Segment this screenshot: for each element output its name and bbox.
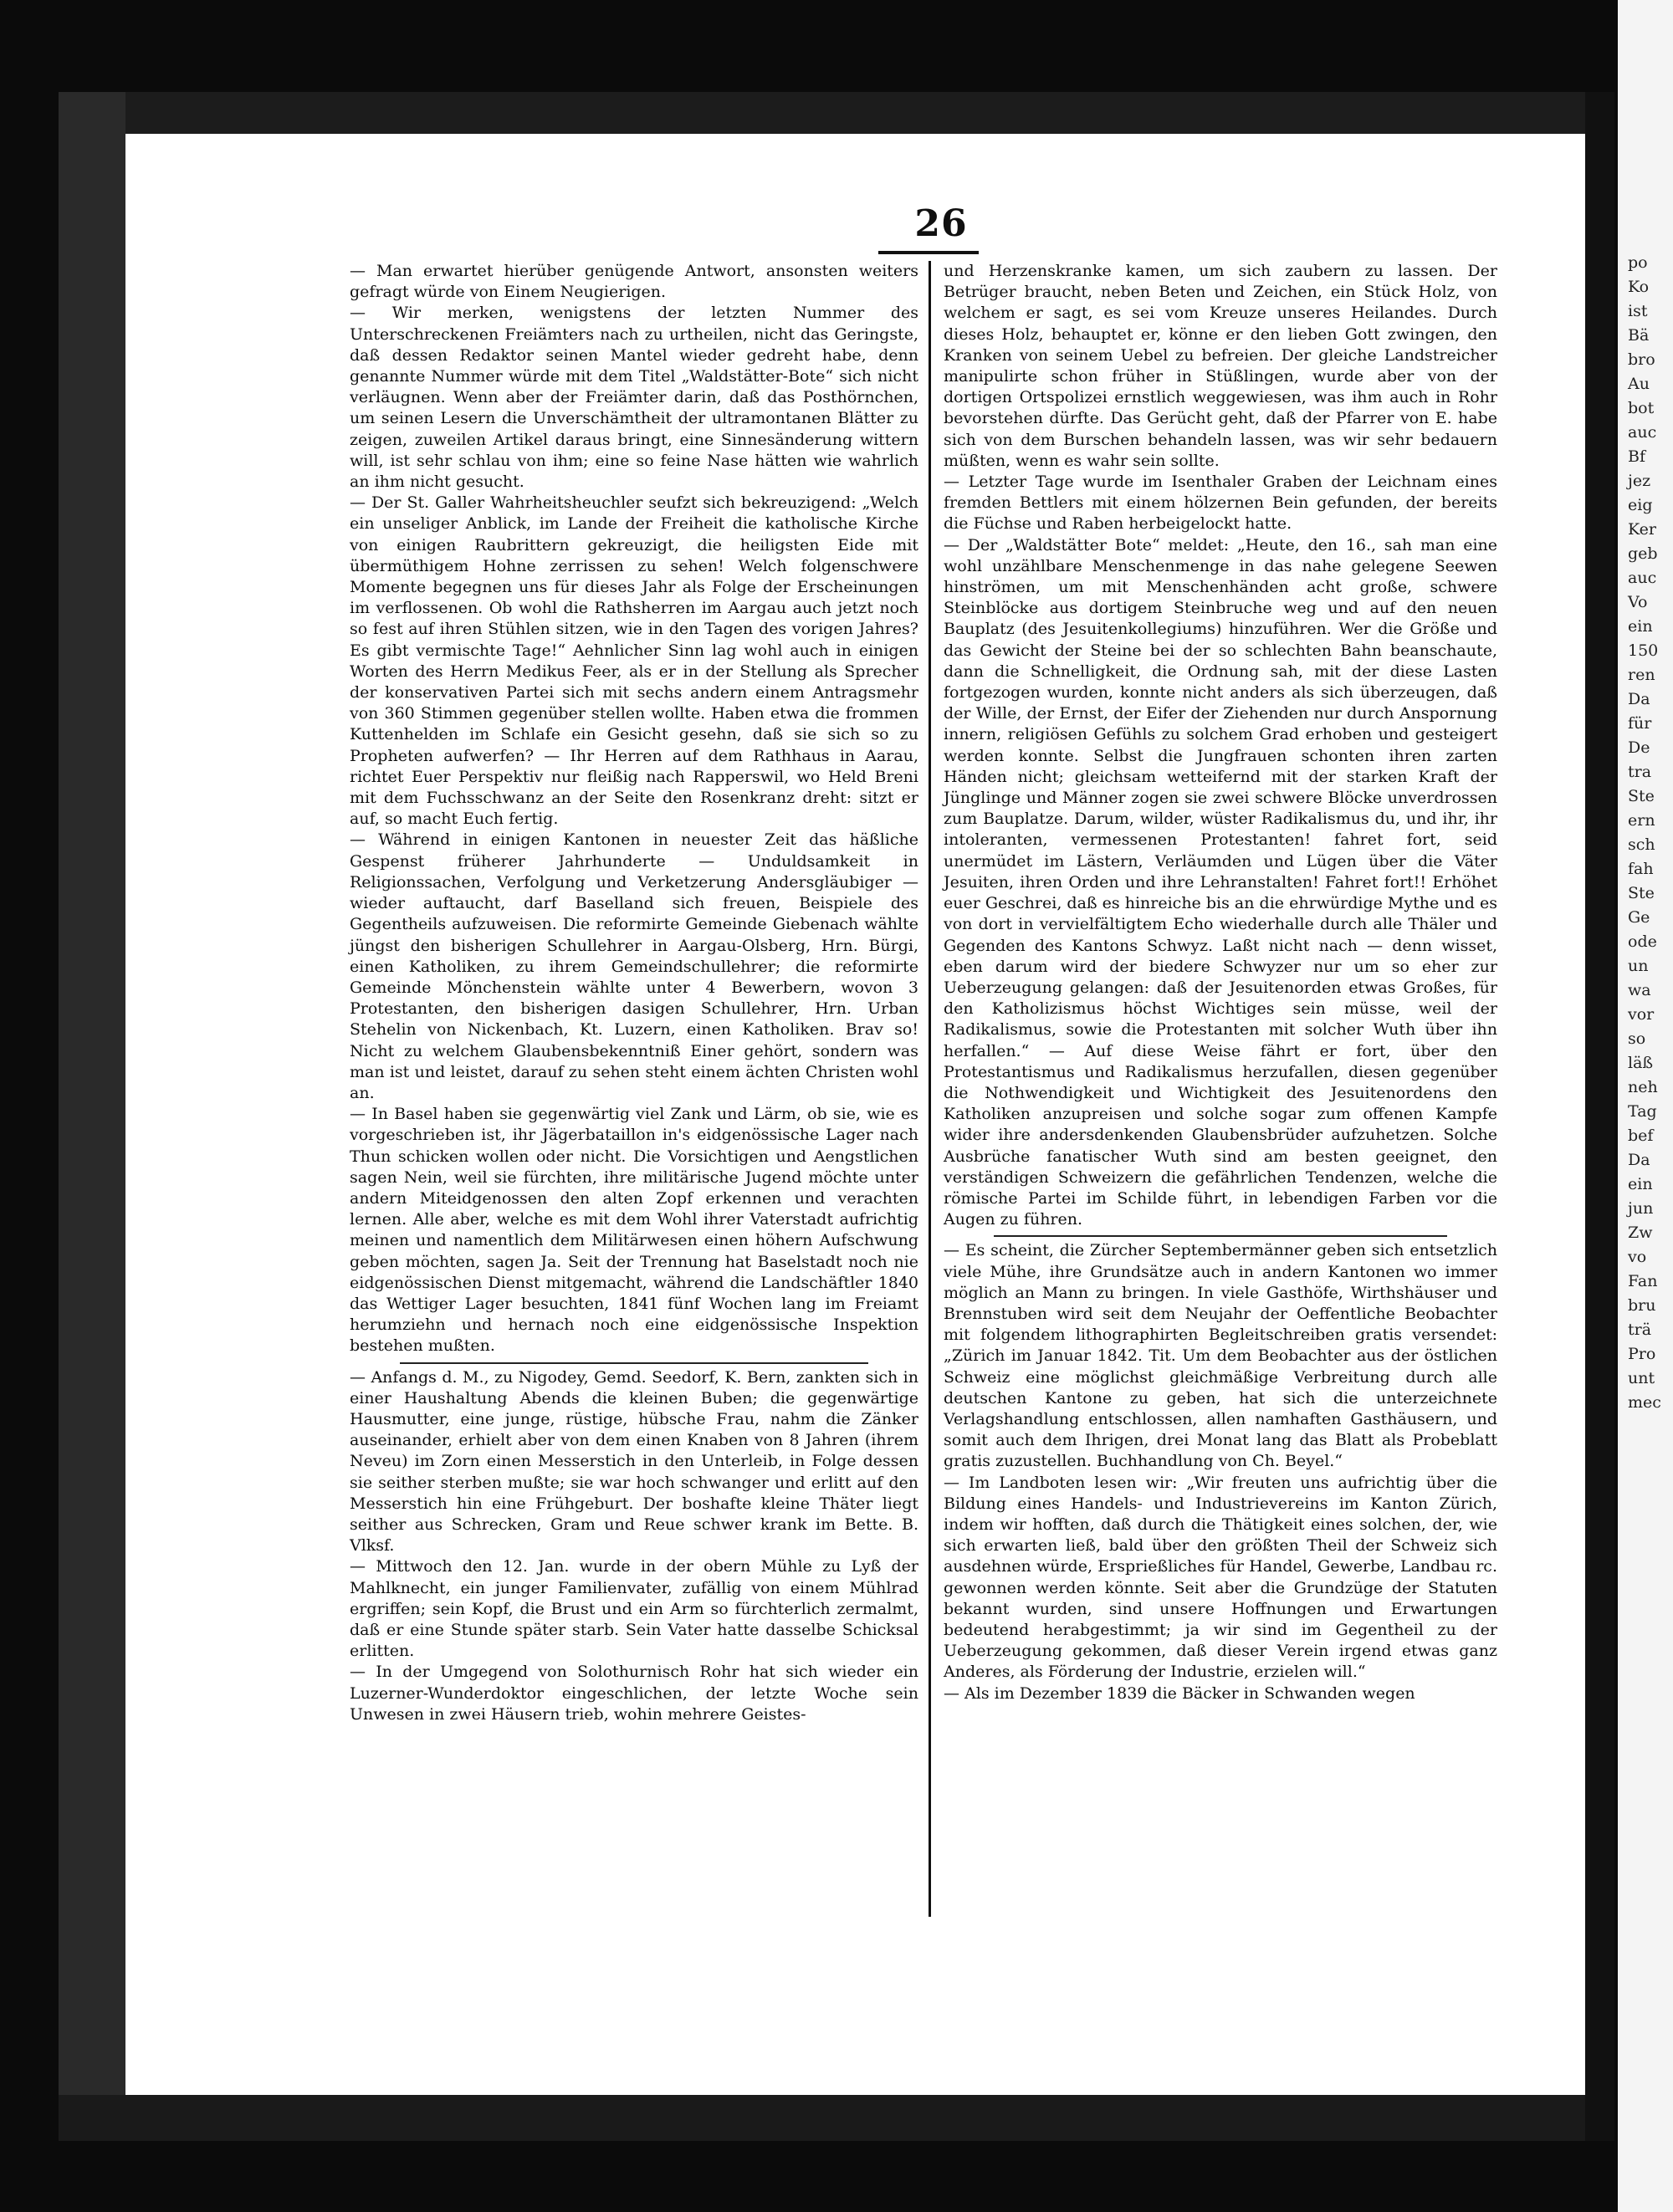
scan-shadow-top (59, 92, 1614, 134)
edge-text-fragment: jez (1628, 472, 1651, 490)
edge-text-fragment: Bf (1628, 447, 1645, 466)
edge-text-fragment: auc (1628, 569, 1657, 587)
edge-text-fragment: so (1628, 1029, 1646, 1048)
article-paragraph: und Herzenskranke kamen, um sich zaubern zu lassen. Der Betrüger braucht, neben Beten und Zeichen, ein Stück Holz, von welchem er sagt, es sei vom Kreuze unseres Heilandes. Durch dieses Holz, behauptet er, könne er den lieben Gott zwingen, den Kranken von seinem Uebel zu befreien. Der gleiche Landstreicher manipulirte schon früher in Stüßlingen, wurde aber von der dortigen Ortspolizei ernstlich weggewiesen, was ihm auch in Rohr bevorstehen dürfte. Das Gerücht geht, daß der Pfarrer von E. habe sich von dem Burschen behandeln lassen, was wir sehr bedauern müßten, wenn es wahr sein sollte. (944, 262, 1497, 470)
article-paragraph: — Wir merken, wenigstens der letzten Nummer des Unterschreckenen Freiämters nach zu urtheilen, nicht das Geringste, daß dessen Redaktor seinen Mantel wieder gedreht habe, denn genannte Nummer würde mit dem Titel „Waldstätter-Bote“ sich nicht verläugnen. Wenn aber der Freiämter darin, daß das Posthörnchen, um seinen Lesern die Unverschämtheit der ultramontanen Blätter zu zeigen, zuweilen Artikel daraus bringt, eine Sinnesänderung wittern will, ist sehr schlau von ihm; eine so feine Nase hätten wie wahrlich an ihm nicht gesucht. (350, 304, 918, 492)
edge-text-fragment: bot (1628, 399, 1655, 417)
article-paragraph: — Anfangs d. M., zu Nigodey, Gemd. Seedorf, K. Bern, zankten sich in einer Haushaltung Abends die kleinen Buben; die gegenwärtige Hausmutter, eine junge, rüstige, hübsche Frau, nahm die Zänker auseinander, erhielt aber von dem einen Knaben von 8 Jahren (ihrem Neveu) im Zorn einen Messerstich in den Unterleib, in Folge dessen sie seither sterben mußte; sie war hoch schwanger und erlitt auf den Messerstich hin eine Frühgeburt. Der boshafte kleine Thäter liegt seither aus Schrecken, Gram und Reue schwer krank im Bette. B. Vlksf. (350, 1367, 918, 1556)
edge-text-fragment: wa (1628, 981, 1651, 999)
edge-text-fragment: vo (1628, 1248, 1647, 1266)
edge-text-fragment: eig (1628, 496, 1653, 514)
edge-text-fragment: geb (1628, 544, 1658, 563)
edge-text-fragment: De (1628, 738, 1650, 757)
edge-text-fragment: bro (1628, 350, 1655, 369)
edge-text-fragment: 150 (1628, 641, 1659, 660)
edge-text-fragment: bef (1628, 1126, 1654, 1145)
article-paragraph: — Es scheint, die Zürcher Septembermänner geben sich entsetzlich viele Mühe, ihre Grundsätze auch in andern Kantonen wo immer möglich an Mann zu bringen. In viele Gasthöfe, Wirthshäuser und Brennstuben wird seit dem Neujahr der Oeffentliche Beobachter mit folgendem lithographirten Begleitschreiben gratis versendet: „Zürich im Januar 1842. Tit. Um dem Beobachter aus der östlichen Schweiz eine möglichst gleichmäßige Verbreitung durch alle deutschen Kantone zu geben, hat sich die unterzeichnete Verlagshandlung entschlossen, allen namhaften Gasthäusern, und somit auch dem Ihrigen, drei Monat lang das Blatt als Probeblatt gratis zuzustellen. Buchhandlung von Ch. Beyel.“ (944, 1241, 1497, 1471)
edge-text-fragment: Pro (1628, 1345, 1656, 1363)
article-separator (400, 1362, 868, 1364)
edge-text-fragment: Zw (1628, 1223, 1653, 1242)
edge-text-fragment: ist (1628, 302, 1648, 320)
edge-text-fragment: ein (1628, 617, 1653, 636)
scan-shadow-bottom (59, 2095, 1614, 2141)
page-number: 26 (914, 202, 968, 245)
article-paragraph: — Der St. Galler Wahrheitsheuchler seufzt sich bekreuzigend: „Welch ein unseliger Anblick, im Lande der Freiheit die katholische Kirche von einigen Raubrittern gekreuzigt, die heiligsten Eide mit übermüthigem Hohne zerrissen zu sehen! Welch folgenschwere Momente begegnen uns für dieses Jahr als Folge der Erscheinungen im verflossenen. Ob wohl die Rathsherren im Aargau auch jetzt noch so fest auf ihren Stühlen sitzen, wie in den Tagen des vorigen Jahres? Es gibt vermischte Tage!“ Aehnlicher Sinn lag wohl auch in einigen Worten des Herrn Medikus Feer, als er in der Stellung als Sprecher der konservativen Partei sich mit sechs andern einem Antragsmehr von 360 Stimmen gegenüber stellen wollte. Haben etwa die frommen Kuttenhelden im Schlafe ein Gesicht gesehn, daß sie sich so zu Propheten aufwerfen? — Ihr Herren auf dem Rathhaus in Aarau, richtet Euer Perspektiv nur fleißig nach Rapperswil, wo Held Breni mit dem Fuchsschwanz an der Seite den Rosenkranz dreht: sitzt er auf, so macht Euch fertig. (350, 493, 918, 829)
right-column (944, 261, 1497, 1704)
edge-text-fragment: Fan (1628, 1272, 1658, 1290)
edge-text-fragment: Ste (1628, 884, 1655, 902)
edge-text-fragment: Ker (1628, 520, 1657, 539)
edge-text-fragment: Da (1628, 690, 1650, 708)
page-number-rule (878, 251, 979, 254)
edge-text-fragment: ein (1628, 1175, 1653, 1193)
edge-text-fragment: auc (1628, 423, 1657, 442)
edge-text-fragment: ode (1628, 932, 1657, 951)
edge-text-fragment: vor (1628, 1005, 1655, 1024)
article-paragraph: — Im Landboten lesen wir: „Wir freuten uns aufrichtig über die Bildung eines Handels- und Industrievereins im Kanton Zürich, indem wir hofften, daß durch die Thätigkeit eines solchen, der, wie sich erwarten ließ, bald über den größten Theil der Schweiz sich ausdehnen würde, Ersprießliches für Handel, Gewerbe, Landbau rc. gewonnen werden könnte. Seit aber die Grundzüge der Statuten bekannt wurden, sind unsere Hoffnungen und Erwartungen bedeutend herabgestimmt; ja wir sind im Gegentheil zu der Ueberzeugung gekommen, daß dieser Verein irgend etwas ganz Anderes, als Förderung der Industrie, erzielen will.“ (944, 1473, 1497, 1682)
edge-text-fragment: fah (1628, 860, 1654, 878)
edge-text-fragment: Da (1628, 1151, 1650, 1169)
article-paragraph: — In Basel haben sie gegenwärtig viel Zank und Lärm, ob sie, wie es vorgeschrieben ist, ihr Jägerbataillon in's eidgenössische Lager nach Thun schicken wollen oder nicht. Die Vorsichtigen und Aengstlichen sagen Nein, weil sie fürchten, ihre militärische Jugend möchte unter andern Miteidgenossen den alten Zopf erkennen und verachten lernen. Alle aber, welche es mit dem Wohl ihrer Vaterstadt aufrichtig meinen und namentlich dem Militärwesen einen höhern Aufschwung geben möchten, sagen Ja. Seit der Trennung hat Baselstadt noch nie eidgenössischen Dienst mitgemacht, während die Landschäftler 1840 das Wettiger Lager besuchten, 1841 fünf Wochen lang im Freiamt herumziehn und hernach noch eine eidgenössische Inspektion bestehen mußten. (350, 1105, 918, 1356)
edge-text-fragment: ern (1628, 811, 1655, 830)
article-paragraph: — Mittwoch den 12. Jan. wurde in der obern Mühle zu Lyß der Mahlknecht, ein junger Familienvater, zufällig von einem Mühlrad ergriffen; sein Kopf, die Brust und ein Arm so fürchterlich zermalmt, daß er eine Stunde später starb. Sein Vater hatte dasselbe Schicksal erlitten. (350, 1557, 918, 1661)
column-divider (929, 261, 931, 1917)
edge-text-fragment: po (1628, 253, 1648, 272)
edge-text-fragment: neh (1628, 1078, 1658, 1096)
article-paragraph: — Als im Dezember 1839 die Bäcker in Schwanden wegen (944, 1683, 1415, 1703)
edge-text-fragment: läß (1628, 1054, 1654, 1072)
adjacent-page-edge (1614, 0, 1673, 2212)
scan-border-top (0, 0, 1673, 92)
edge-text-fragment: mec (1628, 1393, 1661, 1412)
edge-text-fragment: Ge (1628, 908, 1650, 927)
edge-text-fragment: Bä (1628, 326, 1650, 345)
article-paragraph: — In der Umgegend von Solothurnisch Rohr hat sich wieder ein Luzerner-Wunderdoktor eingeschlichen, der letzte Woche sein Unwesen in zwei Häusern trieb, wohin mehrere Geistes- (350, 1663, 918, 1724)
scan-border-bottom (0, 2141, 1673, 2212)
article-paragraph: — Man erwartet hierüber genügende Antwort, ansonsten weiters gefragt würde von Einem Neugierigen. (350, 262, 918, 302)
edge-text-fragment: Au (1628, 375, 1650, 393)
edge-text-fragment: tra (1628, 763, 1652, 781)
edge-text-fragment: trä (1628, 1321, 1652, 1339)
edge-text-fragment: ren (1628, 666, 1655, 684)
scan-shadow-right (1585, 92, 1614, 2141)
edge-text-fragment: für (1628, 714, 1652, 733)
edge-text-fragment: bru (1628, 1296, 1656, 1315)
edge-text-fragment: jun (1628, 1199, 1654, 1218)
edge-text-fragment: Ste (1628, 787, 1655, 805)
article-paragraph: — Letzter Tage wurde im Isenthaler Graben der Leichnam eines fremden Bettlers mit einem hölzernen Bein gefunden, der bereits die Füchse und Raben herbeigelockt hatte. (944, 473, 1497, 534)
edge-text-fragment: Vo (1628, 593, 1648, 611)
edge-text-fragment: Tag (1628, 1102, 1657, 1121)
article-paragraph: — Der „Waldstätter Bote“ meldet: „Heute, den 16., sah man eine wohl unzählbare Menschenmenge in das nahe gelegene Seewen hinströmen, um mit Menschenhänden acht große, schwere Steinblöcke aus dortigem Steinbruche weg und auf den neuen Bauplatz (des Jesuitenkollegiums) hinzuführen. Wer die Größe und das Gewicht der Steine bei der so schlechten Bahn beanschaute, dann die Schnelligkeit, die Ordnung sah, mit der diese Lasten fortgezogen wurden, konnte nicht anders als sich überzeugen, daß der Wille, der Ernst, der Eifer der Ziehenden nur durch Anspornung innern, religiösen Gefühls zu solchem Grad erhoben und gesteigert werden konnte. Selbst die Jungfrauen schonten ihren zarten Händen nicht; gleichsam wetteifernd mit der starken Kraft der Jünglinge und Männer zogen sie zwei schwere Blöcke unverdrossen zum Bauplatze. Darum, wilder, wüster Radikalismus du, und ihr, ihr intoleranten, vermessenen Protestanten! fahret fort, seid unermüdet im Lästern, Verläumden und Lügen über die Väter Jesuiten, ihren Orden und ihre Lehranstalten! Fahret fort!! Erhöhet euer Geschrei, daß es hinreiche bis an die ehrwürdige Mythe und es von dort in vervielfältigtem Echo wiederhalle durch alle Thäler und Gegenden des Kantons Schwyz. Laßt nicht nach — denn wisset, eben darum wird der biedere Schwyzer nur um so eher zur Ueberzeugung gelangen: daß der Jesuitenorden etwas Großes, für den Katholizismus höchst Wichtiges sein müsse, weil der Radikalismus, sowie die Protestanten mit solcher Wuth über ihn herfallen.“ — Auf diese Weise fährt er fort, über den Protestantismus und Radikalismus herzufallen, diesen gegenüber die Nothwendigkeit und Wichtigkeit des Jesuitenordens den Katholiken anzupreisen und solche sogar zum offenen Kampfe wider ihre andersdenkenden Glaubensbrüder aufzuhetzen. Solche Ausbrüche fanatischer Wuth sind am besten geeignet, den verständigen Schweizern die gefährlichen Tendenzen, welche die römische Partei im Schilde führt, in lebendigen Farben vor die Augen zu führen. (944, 535, 1497, 1229)
scan-shadow-left (59, 92, 125, 2141)
edge-text-fragment: sch (1628, 835, 1655, 854)
edge-text-fragment: Ko (1628, 278, 1650, 296)
article-paragraph: — Während in einigen Kantonen in neuester Zeit das häßliche Gespenst früherer Jahrhunderte — Unduldsamkeit in Religionssachen, Verfolgung und Verketzerung Andersgläubiger — wieder auftaucht, darf Baselland sich freuen, Beispiele des Gegentheils aufzuweisen. Die reformirte Gemeinde Giebenach wählte jüngst den bisherigen Schullehrer in Aargau-Olsberg, Hrn. Bürgi, einen Katholiken, zu ihrem Gemeindschullehrer; die reformirte Gemeinde Mönchenstein wählte unter 4 Bewerbern, wovon 3 Protestanten, den bisherigen dasigen Schullehrer, Hrn. Urban Stehelin von Nickenbach, Kt. Luzern, einen Katholiken. Brav so! Nicht zu welchem Glaubensbekenntniß Einer gehört, sondern was man ist und leistet, darauf zu sehen steht einem ächten Christen wohl an. (350, 830, 918, 1102)
article-separator (994, 1235, 1447, 1237)
edge-text-fragment: un (1628, 957, 1649, 975)
edge-text-fragment: unt (1628, 1369, 1655, 1387)
scan-border-left (0, 0, 59, 2212)
left-column (350, 261, 918, 1725)
